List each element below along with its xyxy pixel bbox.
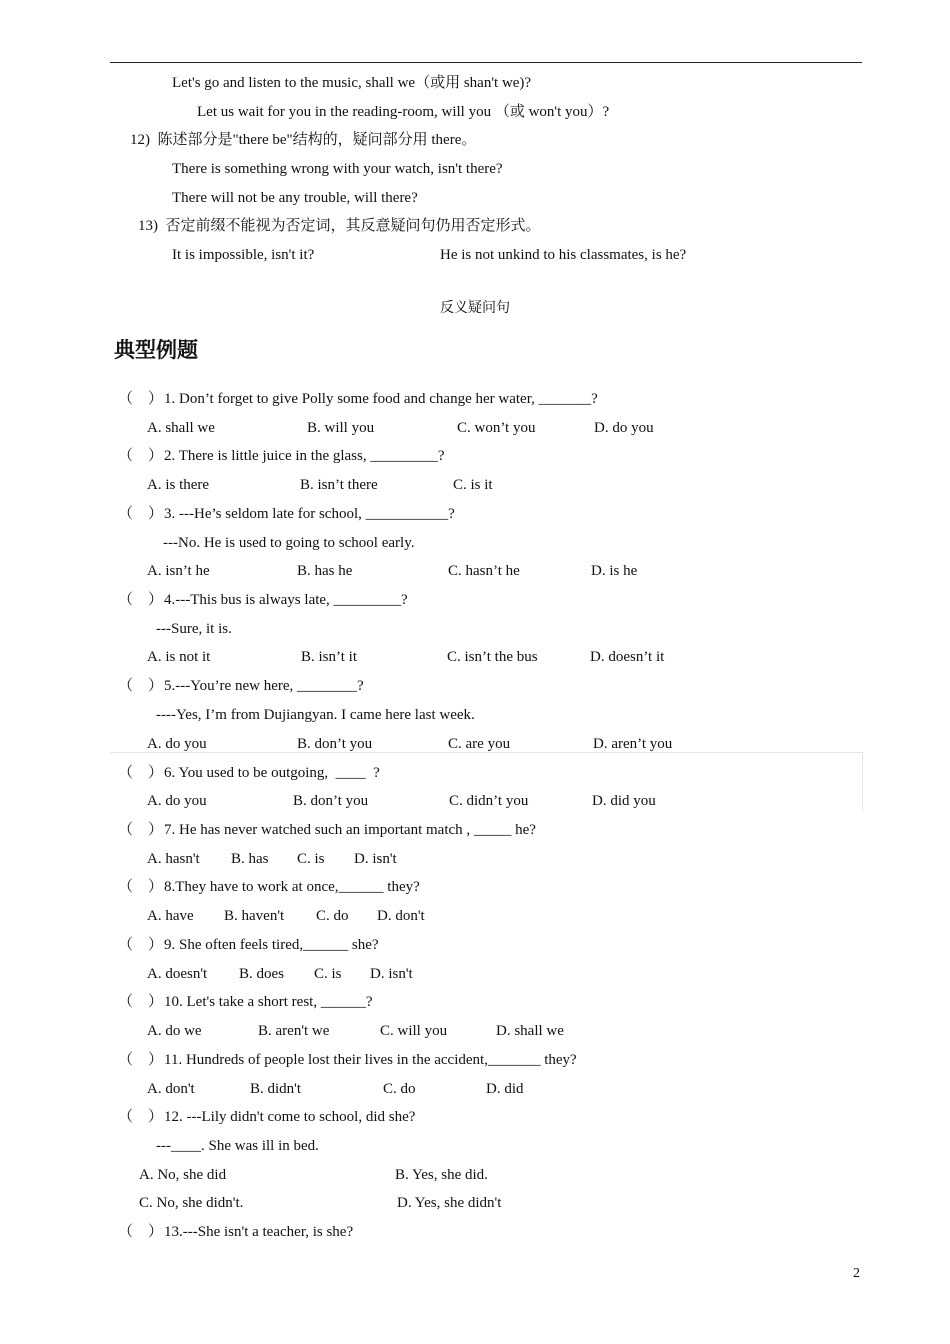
question-5-option-d[interactable]: D. aren’t you (593, 736, 673, 752)
question-5-response: ----Yes, I’m from Dujiangyan. I came here last week. (156, 707, 475, 723)
question-2-paren: （ ） (118, 448, 164, 464)
question-6-option-c[interactable]: C. didn’t you (449, 793, 529, 809)
question-12-stem: 12. ---Lily didn't come to school, did she? (164, 1109, 416, 1125)
question-8-option-b[interactable]: B. haven't (224, 908, 285, 924)
question-2-stem: 2. There is little juice in the glass, _________? (164, 448, 445, 464)
question-8-paren: （ ） (118, 879, 164, 895)
question-3-option-d[interactable]: D. is he (591, 563, 638, 579)
question-9-paren: （ ） (118, 937, 164, 953)
intro-line-1: Let's go and listen to the music, shall we（或用 shan't we)? (172, 75, 532, 91)
question-1-stem: 1. Don’t forget to give Polly some food and change her water, _______? (164, 391, 598, 407)
question-11-option-a[interactable]: A. don't (147, 1081, 195, 1097)
question-1-option-b[interactable]: B. will you (307, 420, 375, 436)
header-rule (110, 62, 862, 63)
question-5-option-a[interactable]: A. do you (147, 736, 207, 752)
question-4-response: ---Sure, it is. (156, 621, 232, 637)
question-9-stem: 9. She often feels tired,______ she? (164, 937, 379, 953)
question-7-option-b[interactable]: B. has (231, 851, 269, 867)
question-8-stem: 8.They have to work at once,______ they? (164, 879, 420, 895)
question-11-paren: （ ） (118, 1052, 164, 1068)
question-1-option-d[interactable]: D. do you (594, 420, 654, 436)
question-7-option-d[interactable]: D. isn't (354, 851, 397, 867)
question-4-stem: 4.---This bus is always late, _________? (164, 592, 408, 608)
question-9-option-b[interactable]: B. does (239, 966, 284, 982)
question-1-option-c[interactable]: C. won’t you (457, 420, 536, 436)
question-4-option-b[interactable]: B. isn’t it (301, 649, 357, 665)
question-8-option-d[interactable]: D. don't (377, 908, 425, 924)
question-8-option-a[interactable]: A. have (147, 908, 194, 924)
question-5-option-c[interactable]: C. are you (448, 736, 511, 752)
rule-12-example-2: There will not be any trouble, will there? (172, 190, 418, 206)
question-5-option-b[interactable]: B. don’t you (297, 736, 373, 752)
question-9-option-a[interactable]: A. doesn't (147, 966, 208, 982)
question-6-option-d[interactable]: D. did you (592, 793, 656, 809)
question-2-option-b[interactable]: B. isn’t there (300, 477, 378, 493)
question-3-response: ---No. He is used to going to school early. (163, 535, 415, 551)
question-13-paren: （ ） (118, 1224, 164, 1240)
page-number: 2 (853, 1266, 860, 1281)
question-3-paren: （ ） (118, 506, 164, 522)
rule-13-example-2: He is not unkind to his classmates, is he? (440, 247, 687, 263)
question-4-paren: （ ） (118, 592, 164, 608)
question-7-stem: 7. He has never watched such an important match , _____ he? (164, 822, 536, 838)
question-8-option-c[interactable]: C. do (316, 908, 349, 924)
question-11-option-c[interactable]: C. do (383, 1081, 416, 1097)
question-4-option-c[interactable]: C. isn’t the bus (447, 649, 538, 665)
question-13-stem: 13.---She isn't a teacher, is she? (164, 1224, 354, 1240)
question-11-option-b[interactable]: B. didn't (250, 1081, 302, 1097)
rule-13-example-1: It is impossible, isn't it? (172, 247, 315, 263)
question-10-paren: （ ） (118, 994, 164, 1010)
question-1-paren: （ ） (118, 391, 164, 407)
question-10-option-a[interactable]: A. do we (147, 1023, 202, 1039)
question-6-paren: （ ） (118, 765, 164, 781)
question-12-option-c[interactable]: C. No, she didn't. (139, 1195, 244, 1211)
question-12-response: ---____. She was ill in bed. (156, 1138, 319, 1154)
question-12-option-b[interactable]: B. Yes, she did. (395, 1167, 488, 1183)
question-6-option-b[interactable]: B. don’t you (293, 793, 369, 809)
question-7-option-c[interactable]: C. is (297, 851, 325, 867)
question-12-paren: （ ） (118, 1109, 164, 1125)
rule-13: 13) 否定前缀不能视为否定词，其反意疑问句仍用否定形式。 (138, 218, 541, 234)
question-2-option-a[interactable]: A. is there (147, 477, 210, 493)
question-1-option-a[interactable]: A. shall we (147, 420, 215, 436)
question-3-option-a[interactable]: A. isn’t he (147, 563, 210, 579)
question-6-option-a[interactable]: A. do you (147, 793, 207, 809)
question-11-option-d[interactable]: D. did (486, 1081, 524, 1097)
question-9-option-d[interactable]: D. isn't (370, 966, 413, 982)
question-2-option-c[interactable]: C. is it (453, 477, 493, 493)
question-10-option-d[interactable]: D. shall we (496, 1023, 564, 1039)
examples-title: 典型例题 (114, 338, 198, 362)
question-10-option-c[interactable]: C. will you (380, 1023, 448, 1039)
question-3-stem: 3. ---He’s seldom late for school, ___________? (164, 506, 455, 522)
question-5-stem: 5.---You’re new here, ________? (164, 678, 364, 694)
question-10-stem: 10. Let's take a short rest, ______? (164, 994, 373, 1010)
question-6-stem: 6. You used to be outgoing, ____ ? (164, 765, 380, 781)
section-title: 反义疑问句 (440, 300, 510, 316)
rule-12: 12) 陈述部分是"there be"结构的，疑问部分用 there。 (130, 132, 477, 148)
intro-line-2: Let us wait for you in the reading-room, will you （或 won't you）? (197, 104, 610, 120)
question-12-option-d[interactable]: D. Yes, she didn't (397, 1195, 502, 1211)
question-5-paren: （ ） (118, 678, 164, 694)
question-3-option-b[interactable]: B. has he (297, 563, 353, 579)
question-11-stem: 11. Hundreds of people lost their lives in the accident,_______ they? (164, 1052, 577, 1068)
question-7-paren: （ ） (118, 822, 164, 838)
question-10-option-b[interactable]: B. aren't we (258, 1023, 330, 1039)
rule-12-example-1: There is something wrong with your watch, isn't there? (172, 161, 503, 177)
question-3-option-c[interactable]: C. hasn’t he (448, 563, 520, 579)
question-7-option-a[interactable]: A. hasn't (147, 851, 200, 867)
question-12-option-a[interactable]: A. No, she did (139, 1167, 227, 1183)
question-4-option-d[interactable]: D. doesn’t it (590, 649, 665, 665)
question-9-option-c[interactable]: C. is (314, 966, 342, 982)
question-4-option-a[interactable]: A. is not it (147, 649, 211, 665)
